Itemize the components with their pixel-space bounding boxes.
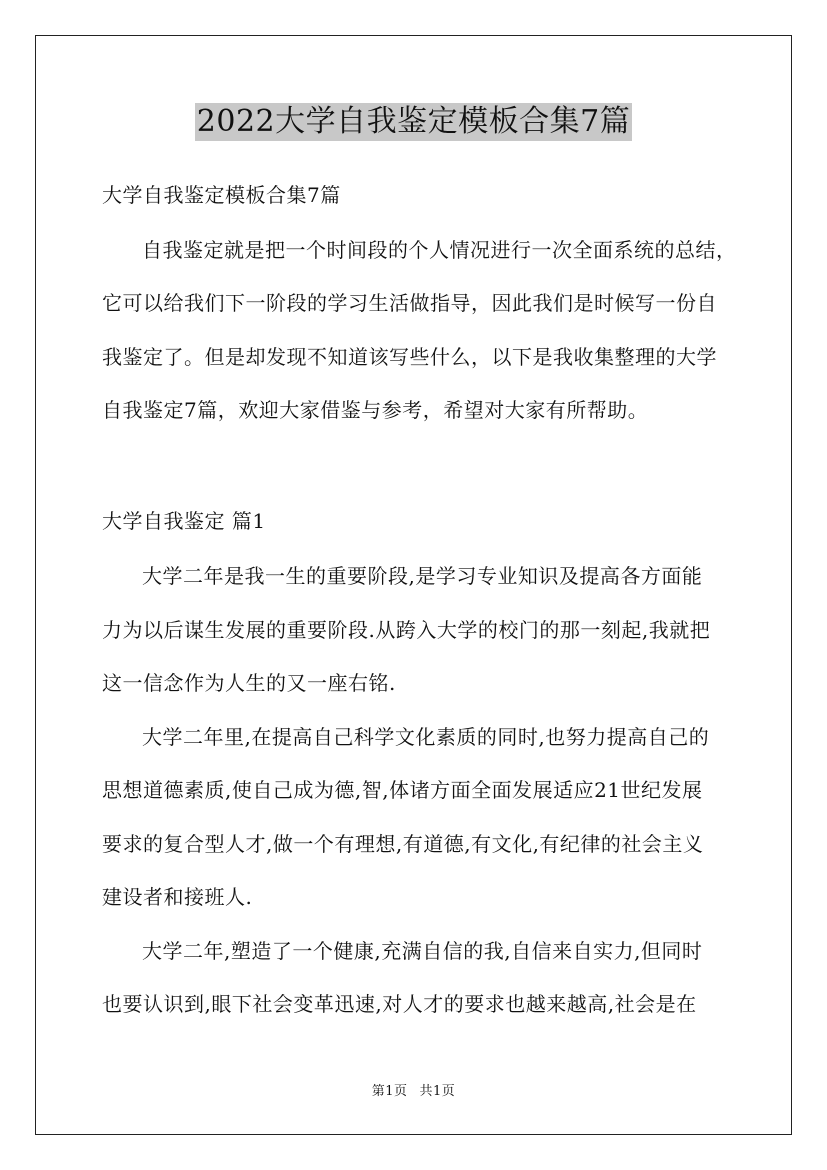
body-line: 力为以后谋生发展的重要阶段.从跨入大学的校门的那一刻起,我就把 [102,618,711,642]
title-container [0,103,827,141]
body-line: 思想道德素质,使自己成为德,智,体诸方面全面发展适应21世纪发展 [102,778,703,802]
page-number: 第1页 [371,1084,408,1099]
page-footer [0,1084,827,1100]
document-title: 2022大学自我鉴定模板合集7篇 [196,104,631,139]
intro-line: 自我鉴定就是把一个时间段的个人情况进行一次全面系统的总结， [142,238,737,262]
body-line: 大学二年是我一生的重要阶段,是学习专业知识及提高各方面能 [142,564,703,588]
body-line: 也要认识到,眼下社会变革迅速,对人才的要求也越来越高,社会是在 [102,992,697,1016]
body-line: 大学二年,塑造了一个健康,充满自信的我,自信来自实力,但同时 [142,939,703,963]
body-line: 大学二年里,在提高自己科学文化素质的同时,也努力提高自己的 [142,725,710,749]
section-heading: 大学自我鉴定 篇1 [102,509,266,533]
body-line: 要求的复合型人才,做一个有理想,有道德,有文化,有纪律的社会主义 [102,832,704,856]
intro-line: 我鉴定了。但是却发现不知道该写些什么，以下是我收集整理的大学 [102,345,717,369]
page-total: 共1页 [419,1084,456,1099]
body-line: 这一信念作为人生的又一座右铭. [102,671,396,695]
intro-line: 自我鉴定7篇，欢迎大家借鉴与参考，希望对大家有所帮助。 [102,398,649,422]
body-line: 建设者和接班人. [102,885,253,909]
document-subtitle: 大学自我鉴定模板合集7篇 [102,183,341,207]
intro-line: 它可以给我们下一阶段的学习生活做指导，因此我们是时候写一份自 [102,291,717,315]
